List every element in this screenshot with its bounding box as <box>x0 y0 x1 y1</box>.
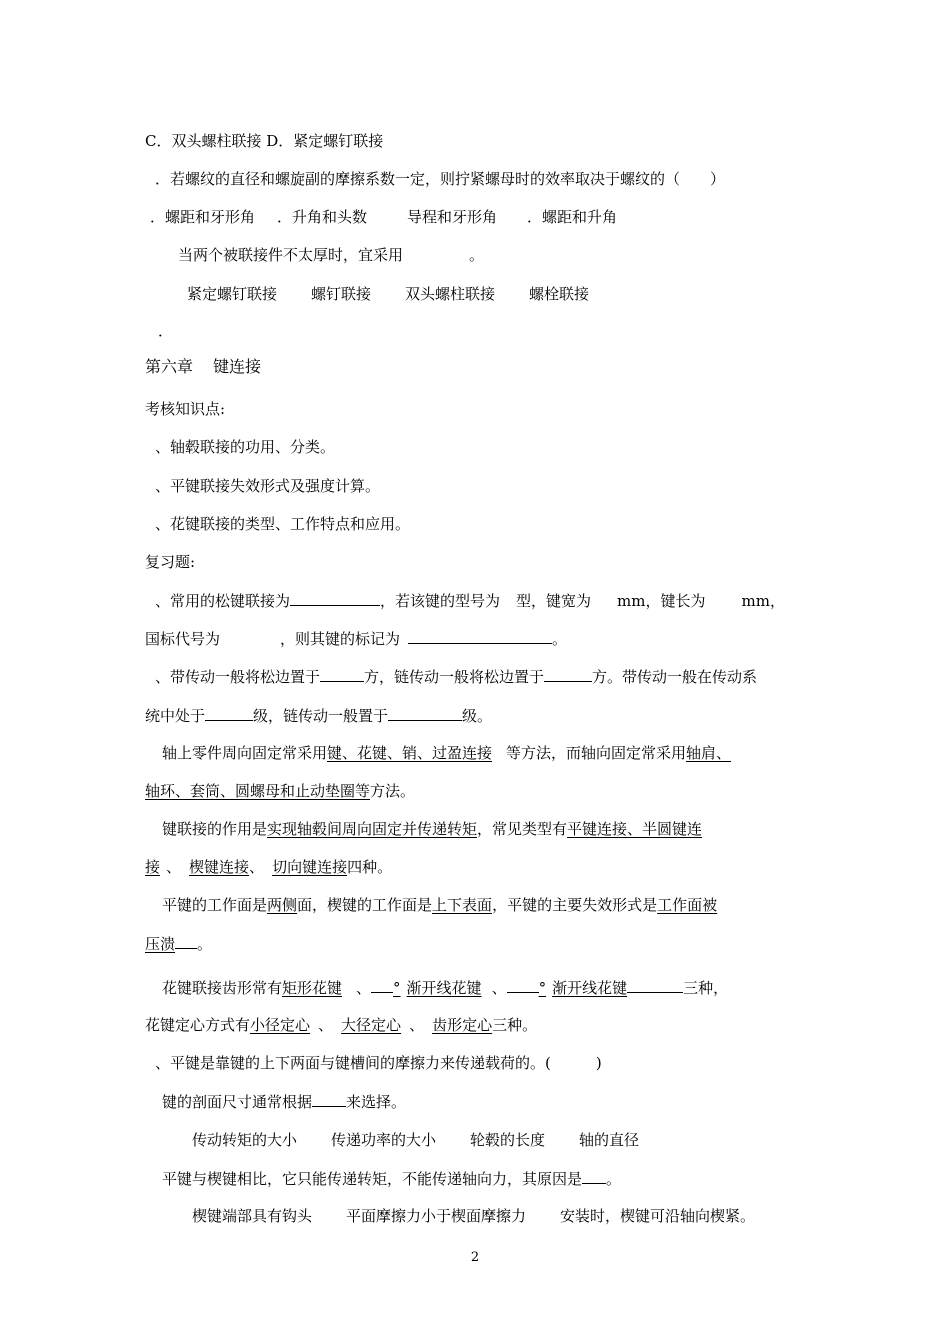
options-flat-vs-wedge: 楔键端部具有钩头 平面摩擦力小于楔面摩擦力 安装时，楔键可沿轴向楔紧。 <box>192 1207 756 1225</box>
chapter-heading: 第六章 键连接 <box>145 357 262 376</box>
options-thread-efficiency: ．螺距和牙形角 ．升角和头数 导程和牙形角 ．螺距和升角 <box>150 208 618 226</box>
answer-blank <box>312 1090 346 1107</box>
knowledge-point: 、花键联接的类型、工作特点和应用。 <box>155 515 411 533</box>
question-slack-side-cont: 统中处于 级，链传动一般置于 级。 <box>145 704 492 727</box>
stray-mark: ． <box>158 322 174 340</box>
question-working-face: 平键的工作面是两侧面，楔键的工作面是上下表面，平键的主要失效形式是工作面被 <box>162 896 718 914</box>
question-working-face-cont: 压溃 。 <box>145 932 212 955</box>
question-shaft-fixing-cont: 轴环、套筒、圆螺母和止动垫圈等方法。 <box>145 782 416 800</box>
answer-blank <box>205 704 253 721</box>
question-thread-efficiency: ．若螺纹的直径和螺旋副的摩擦系数一定，则拧紧螺母时的效率取决于螺纹的（ ） <box>155 170 726 188</box>
question-shaft-fixing: 轴上零件周向固定常采用键、花键、销、过盈连接 等方法，而轴向固定常采用轴肩、 <box>162 744 732 762</box>
answer-blank <box>544 665 592 682</box>
options-key-section: 传动转矩的大小 传递功率的大小 轮毂的长度 轴的直径 <box>192 1131 640 1149</box>
answer-blank <box>408 627 552 644</box>
answer-blank <box>582 1167 606 1184</box>
question-flat-key-friction: 、平键是靠键的上下两面与键槽间的摩擦力来传递载荷的。( ) <box>155 1054 602 1072</box>
answer-blank <box>290 589 380 606</box>
question-slack-side: 、带传动一般将松边置于 方，链传动一般将松边置于 方。带传动一般在传动系 <box>155 665 757 688</box>
question-key-section: 键的剖面尺寸通常根据 来选择。 <box>162 1090 406 1113</box>
options-connection-thin: 紧定螺钉联接 螺钉联接 双头螺柱联接 螺栓联接 <box>187 285 590 303</box>
question-flat-vs-wedge: 平键与楔键相比，它只能传递转矩，不能传递轴向力，其原因是 。 <box>162 1167 621 1190</box>
exam-points-heading: 考核知识点: <box>145 400 226 418</box>
option-line-cd: C．双头螺柱联接 D．紧定螺钉联接 <box>145 132 384 150</box>
question-loose-key: 、常用的松键联接为 ，若该键的型号为 型，键宽为 mm，键长为 mm， <box>155 589 785 612</box>
question-loose-key-cont: 国标代号为 ，则其键的标记为 。 <box>145 627 567 650</box>
question-connection-thin: 当两个被联接件不太厚时，宜采用 。 <box>178 246 485 264</box>
knowledge-point: 、平键联接失效形式及强度计算。 <box>155 477 381 495</box>
review-heading: 复习题: <box>145 553 196 571</box>
answer-blank <box>388 704 462 721</box>
knowledge-point: 、轴毂联接的功用、分类。 <box>155 438 336 456</box>
question-key-function: 键联接的作用是实现轴毂间周向固定并传递转矩，常见类型有平键连接、半圆键连 <box>162 820 703 838</box>
question-spline-tooth: 花键联接齿形常有矩形花键 、 ° 渐开线花键 、 ° 渐开线花键 三种， <box>162 976 728 999</box>
answer-blank <box>320 665 364 682</box>
question-spline-centering: 花键定心方式有小径定心 、 大径定心 、 齿形定心三种。 <box>145 1016 538 1034</box>
page-number: 2 <box>470 1250 480 1265</box>
question-key-function-cont: 接 、 楔键连接、 切向键连接四种。 <box>145 858 393 876</box>
